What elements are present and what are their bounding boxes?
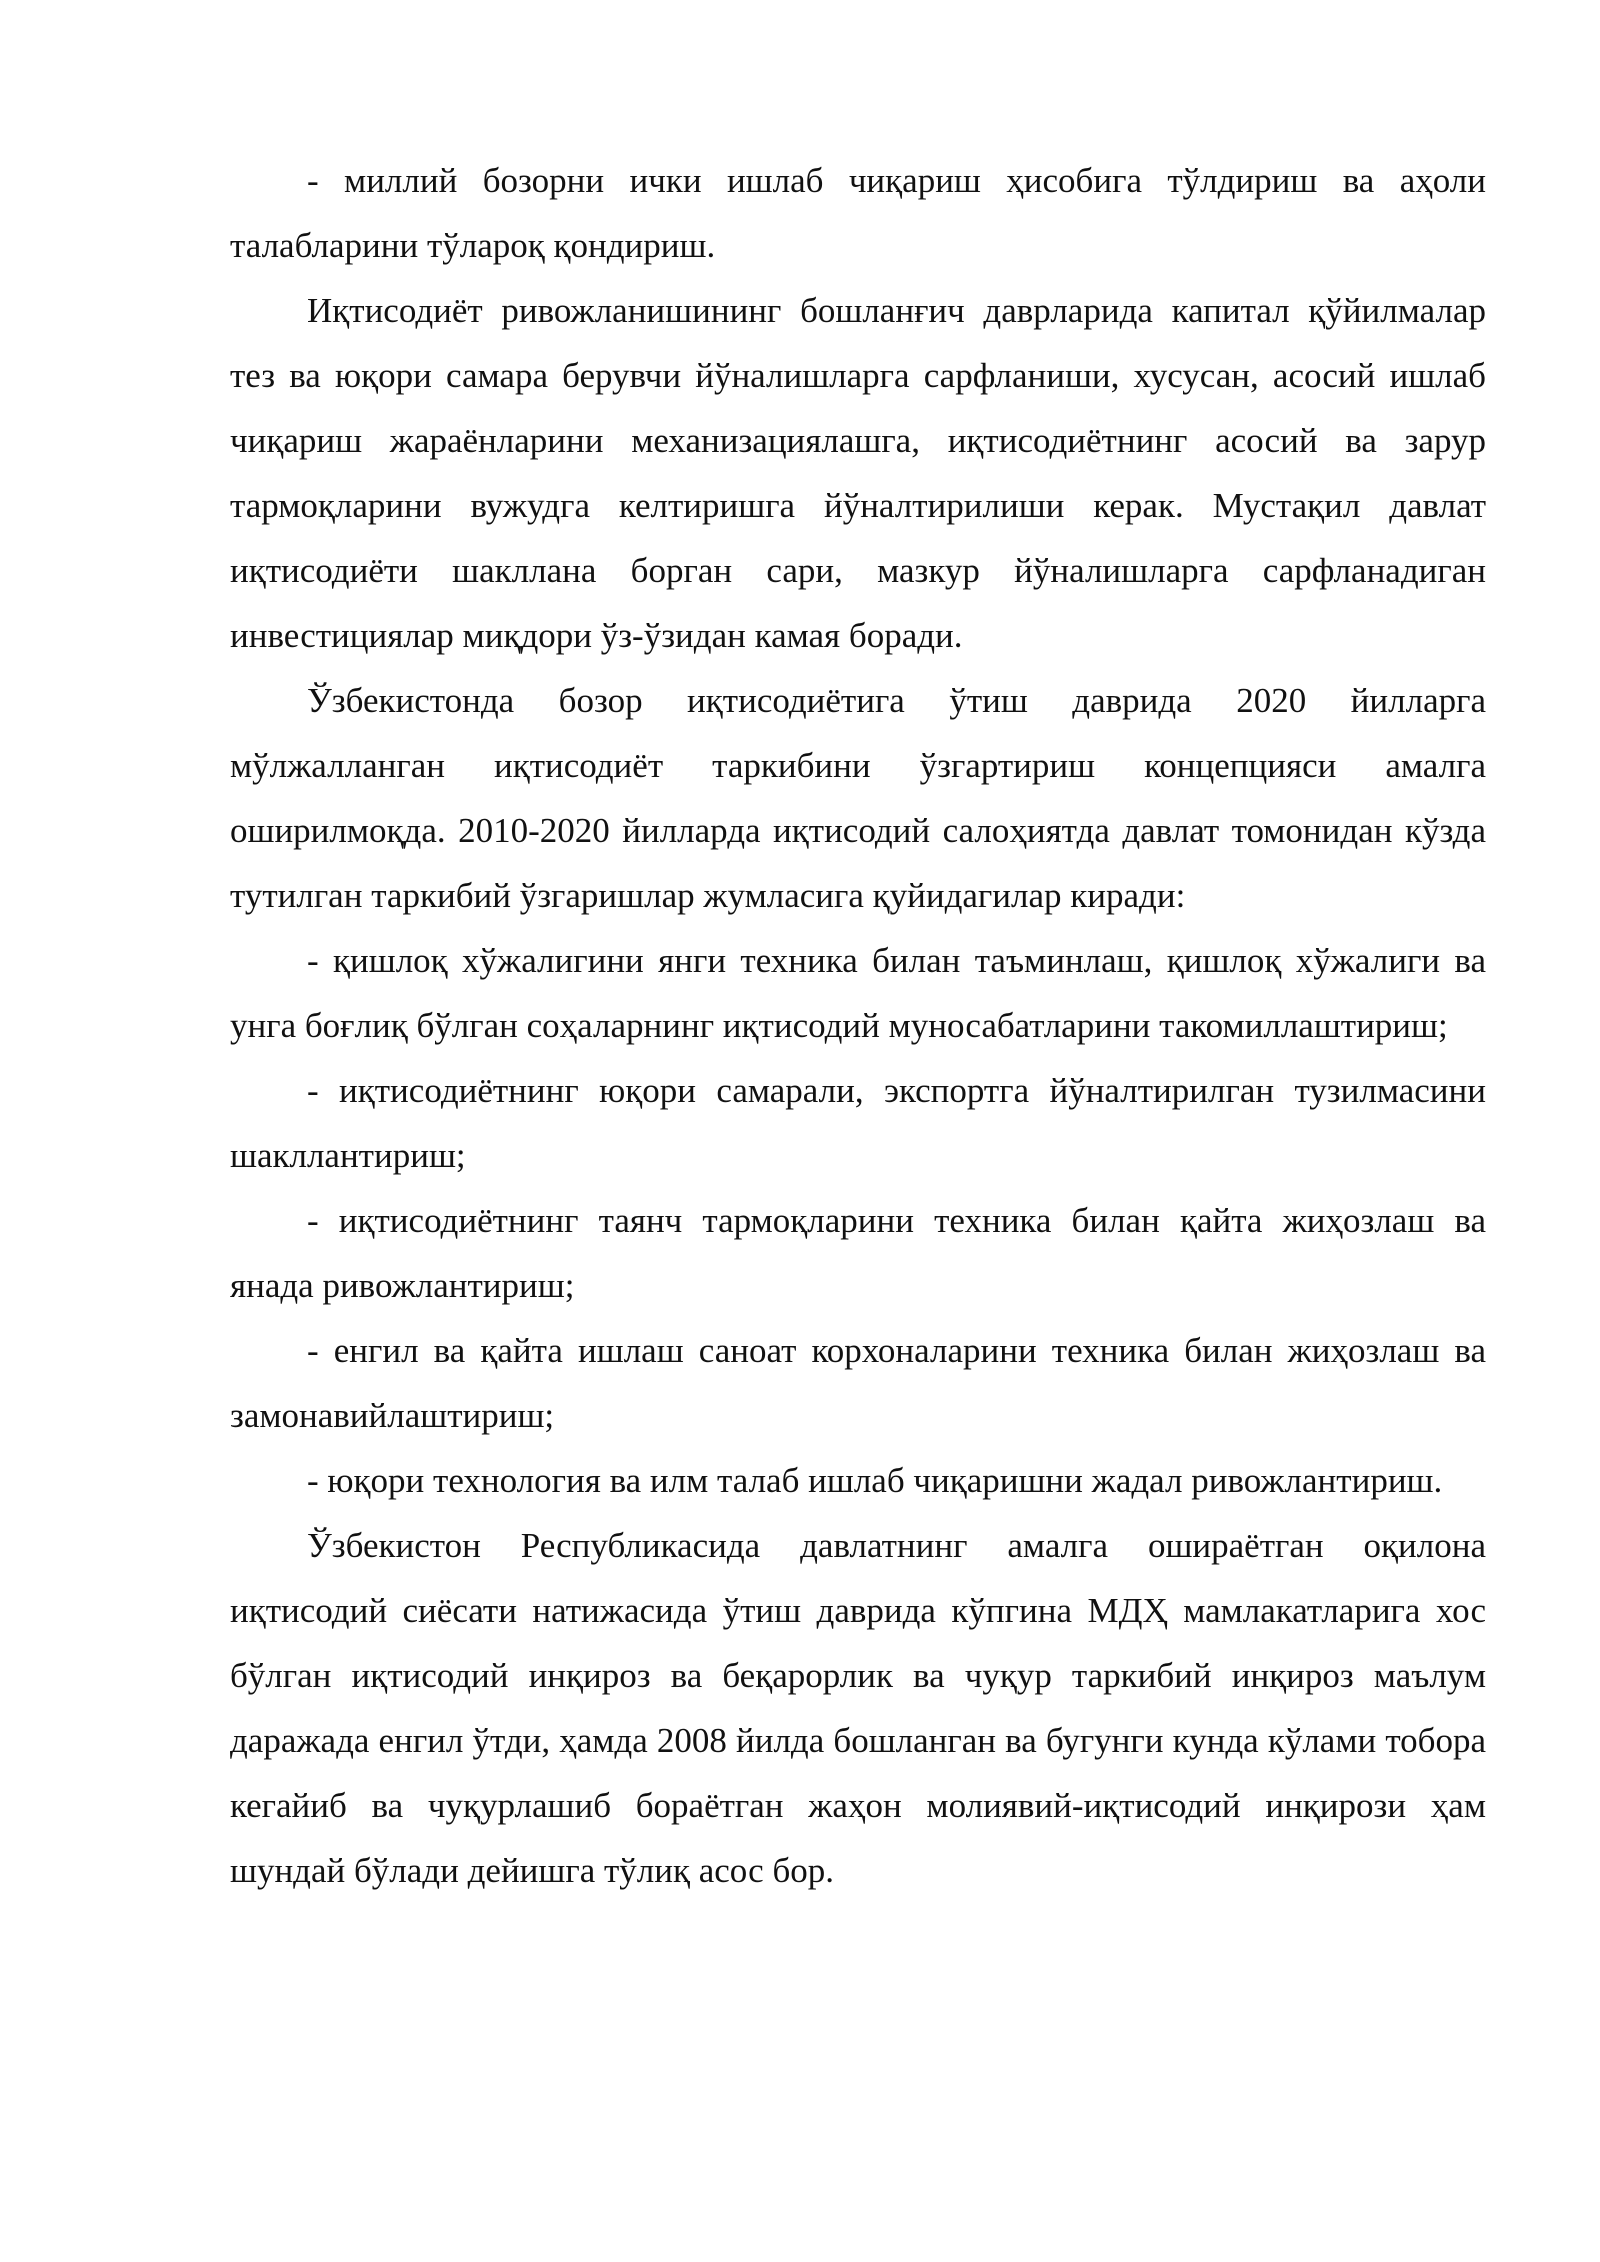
- paragraph-economic-policy: Ўзбекистон Республикасида давлатнинг амалга ошираётган оқилона иқтисодий сиёсати натижасида ўтиш даврида кўпгина МДҲ мамлакатларига хос бўлган иқтисодий инқироз ва беқарорлик ва чуқур таркибий инқироз маълум даражада енгил ўтди, ҳамда 2008 йилда бошланган ва бугунги кунда кўлами тобора кегайиб ва чуқурлашиб бораётган жаҳон молиявий-иқтисодий инқирози ҳам шундай бўлади дейишга тўлиқ асос бор.: [230, 1526, 1486, 1890]
- paragraph-bullet-export-structure: - иқтисодиётнинг юқори самарали, экспортга йўналтирилган тузилмасини шакллантириш;: [230, 1071, 1486, 1175]
- paragraph-bullet-high-tech: - юқори технология ва илм талаб ишлаб чиқаришни жадал ривожлантириш.: [307, 1461, 1443, 1500]
- paragraph-capital-investment: Иқтисодиёт ривожланишининг бошланғич даврларида капитал қўйилмалар тез ва юқори самара берувчи йўналишларга сарфланиши, хусусан, асосий ишлаб чиқариш жараёнларини механизациялашга, иқтисодиётнинг асосий ва зарур тармоқларини вужудга келтиришга йўналтирилиши керак. Мустақил давлат иқтисодиёти шакллана борган сари, мазкур йўналишларга сарфланадиган инвестициялар миқдори ўз-ўзидан камая боради.: [230, 291, 1486, 655]
- paragraph-bullet-core-sectors: - иқтисодиётнинг таянч тармоқларини техника билан қайта жиҳозлаш ва янада ривожлантириш;: [230, 1201, 1486, 1305]
- paragraph-transition-concept: Ўзбекистонда бозор иқтисодиётига ўтиш даврида 2020 йилларга мўлжалланган иқтисодиёт таркибини ўзгартириш концепцияси амалга оширилмоқда. 2010-2020 йилларда иқтисодий салоҳиятда давлат томонидан кўзда тутилган таркибий ўзгаришлар жумласига қуйидагилар киради:: [230, 681, 1486, 915]
- paragraph-bullet-national-market: - миллий бозорни ички ишлаб чиқариш ҳисобига тўлдириш ва аҳоли талабларини тўлароқ қондириш.: [230, 161, 1486, 265]
- document-page: [230, 148, 1486, 1903]
- paragraph-bullet-agriculture: - қишлоқ хўжалигини янги техника билан таъминлаш, қишлоқ хўжалиги ва унга боғлиқ бўлган соҳаларнинг иқтисодий муносабатларини такомиллаштириш;: [230, 941, 1486, 1045]
- paragraph-bullet-light-industry: - енгил ва қайта ишлаш саноат корхоналарини техника билан жиҳозлаш ва замонавийлаштириш;: [230, 1331, 1486, 1435]
